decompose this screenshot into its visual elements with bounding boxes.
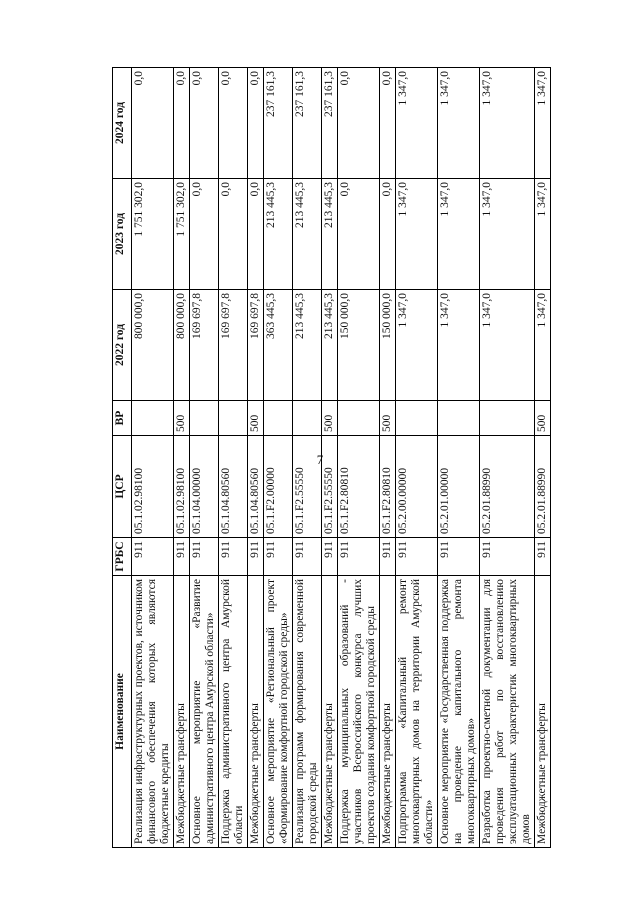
cell-vr [480,401,535,436]
cell-grbs: 911 [174,538,190,576]
table-row [322,68,338,848]
cell-grbs: 911 [535,538,551,576]
cell-name: Межбюджетные трансферты [322,576,338,848]
cell-2024: 0,0 [248,68,264,179]
cell-csr: 05.1.04.80560 [219,436,248,538]
cell-2022: 800 000,0 [132,290,174,401]
cell-vr: 500 [535,401,551,436]
table-row [480,68,535,848]
cell-grbs: 911 [396,538,438,576]
cell-2022: 1 347,0 [535,290,551,401]
cell-grbs: 911 [190,538,219,576]
budget-table [112,68,552,848]
cell-grbs: 911 [438,538,480,576]
cell-vr [264,401,293,436]
cell-name: Поддержка административного центра Амурской области [219,576,248,848]
cell-name: Межбюджетные трансферты [535,576,551,848]
table-row [219,68,248,848]
cell-2024: 0,0 [132,68,174,179]
cell-2022: 1 347,0 [480,290,535,401]
header-vr: ВР [113,401,132,436]
cell-csr: 05.2.01.88990 [480,436,535,538]
cell-csr: 05.2.00.00000 [396,436,438,538]
cell-2023: 1 347,0 [480,179,535,290]
cell-grbs: 911 [264,538,293,576]
cell-2022: 800 000,0 [174,290,190,401]
header-row [113,68,132,848]
table-row [264,68,293,848]
cell-name: Основное мероприятие «Развитие административного центра Амурской области» [190,576,219,848]
cell-csr: 05.1.02.98100 [132,436,174,538]
cell-vr [219,401,248,436]
cell-vr [132,401,174,436]
cell-vr: 500 [174,401,190,436]
cell-name: Межбюджетные трансферты [380,576,396,848]
cell-2024: 237 161,3 [322,68,338,179]
cell-name: Реализация инфраструктурных проектов, источником финансового обеспечения которых являются бюджетные кредиты [132,576,174,848]
cell-2023: 213 445,3 [293,179,322,290]
cell-2023: 213 445,3 [322,179,338,290]
cell-csr: 05.1.F2.55550 [322,436,338,538]
header-grbs: ГРБС [113,538,132,576]
cell-2023: 1 751 302,0 [132,179,174,290]
cell-2022: 169 697,8 [190,290,219,401]
cell-vr [293,401,322,436]
cell-name: Межбюджетные трансферты [174,576,190,848]
cell-vr [190,401,219,436]
cell-2024: 0,0 [380,68,396,179]
cell-2023: 0,0 [190,179,219,290]
cell-csr: 05.1.F2.80810 [338,436,380,538]
cell-2024: 0,0 [190,68,219,179]
cell-2022: 213 445,3 [322,290,338,401]
cell-2022: 363 445,3 [264,290,293,401]
cell-csr: 05.1.F2.00000 [264,436,293,538]
cell-2024: 1 347,0 [535,68,551,179]
table-row [380,68,396,848]
cell-name: Реализация программ формирования современной городской среды [293,576,322,848]
cell-grbs: 911 [322,538,338,576]
cell-2022: 169 697,8 [248,290,264,401]
cell-2023: 0,0 [380,179,396,290]
header-2022: 2022 год [113,290,132,401]
cell-2022: 1 347,0 [396,290,438,401]
cell-vr [438,401,480,436]
cell-2023: 1 347,0 [438,179,480,290]
table-row [174,68,190,848]
cell-2023: 1 347,0 [396,179,438,290]
table-body [132,68,551,848]
page-number: 7 [316,452,324,467]
header-2023: 2023 год [113,179,132,290]
table-row [535,68,551,848]
cell-2023: 0,0 [248,179,264,290]
cell-name: Основное мероприятие «Региональный проект «Формирование комфортной городской среды» [264,576,293,848]
cell-csr: 05.1.04.00000 [190,436,219,538]
cell-csr: 05.2.01.88990 [535,436,551,538]
cell-grbs: 911 [338,538,380,576]
header-name: Наименование [113,576,132,848]
cell-csr: 05.1.02.98100 [174,436,190,538]
table-row [293,68,322,848]
cell-2024: 0,0 [219,68,248,179]
table-row [132,68,174,848]
cell-2024: 1 347,0 [396,68,438,179]
cell-2022: 1 347,0 [438,290,480,401]
header-2024: 2024 год [113,68,132,179]
cell-grbs: 911 [380,538,396,576]
table-row [248,68,264,848]
cell-2023: 213 445,3 [264,179,293,290]
cell-2023: 1 347,0 [535,179,551,290]
cell-2024: 0,0 [338,68,380,179]
cell-2023: 0,0 [219,179,248,290]
cell-2022: 150 000,0 [338,290,380,401]
cell-2024: 1 347,0 [480,68,535,179]
cell-name: Подпрограмма «Капитальный ремонт многоквартирных домов на территории Амурской области» [396,576,438,848]
cell-grbs: 911 [132,538,174,576]
cell-vr [338,401,380,436]
cell-name: Поддержка муниципальных образований - участников Всероссийского конкурса лучших проектов создания комфортной городской среды [338,576,380,848]
table-row [338,68,380,848]
cell-2024: 237 161,3 [264,68,293,179]
table-row [438,68,480,848]
cell-2023: 1 751 302,0 [174,179,190,290]
cell-csr: 05.1.F2.55550 [293,436,322,538]
table-row [190,68,219,848]
cell-name: Разработка проектно-сметной документации для проведения работ по восстановлению эксплуатационных характеристик многоквартирных домов [480,576,535,848]
cell-vr: 500 [248,401,264,436]
cell-2022: 213 445,3 [293,290,322,401]
cell-grbs: 911 [480,538,535,576]
cell-name: Межбюджетные трансферты [248,576,264,848]
cell-grbs: 911 [219,538,248,576]
cell-2022: 150 000,0 [380,290,396,401]
cell-vr: 500 [322,401,338,436]
header-csr: ЦСР [113,436,132,538]
cell-2024: 1 347,0 [438,68,480,179]
cell-vr [396,401,438,436]
cell-2023: 0,0 [338,179,380,290]
cell-vr: 500 [380,401,396,436]
cell-grbs: 911 [293,538,322,576]
cell-csr: 05.1.F2.80810 [380,436,396,538]
cell-name: Основное мероприятие «Государственная поддержка на проведение капитального ремонта многоквартирных домов» [438,576,480,848]
cell-2024: 0,0 [174,68,190,179]
cell-csr: 05.2.01.00000 [438,436,480,538]
table-row [396,68,438,848]
cell-2024: 237 161,3 [293,68,322,179]
cell-grbs: 911 [248,538,264,576]
cell-2022: 169 697,8 [219,290,248,401]
cell-csr: 05.1.04.80560 [248,436,264,538]
